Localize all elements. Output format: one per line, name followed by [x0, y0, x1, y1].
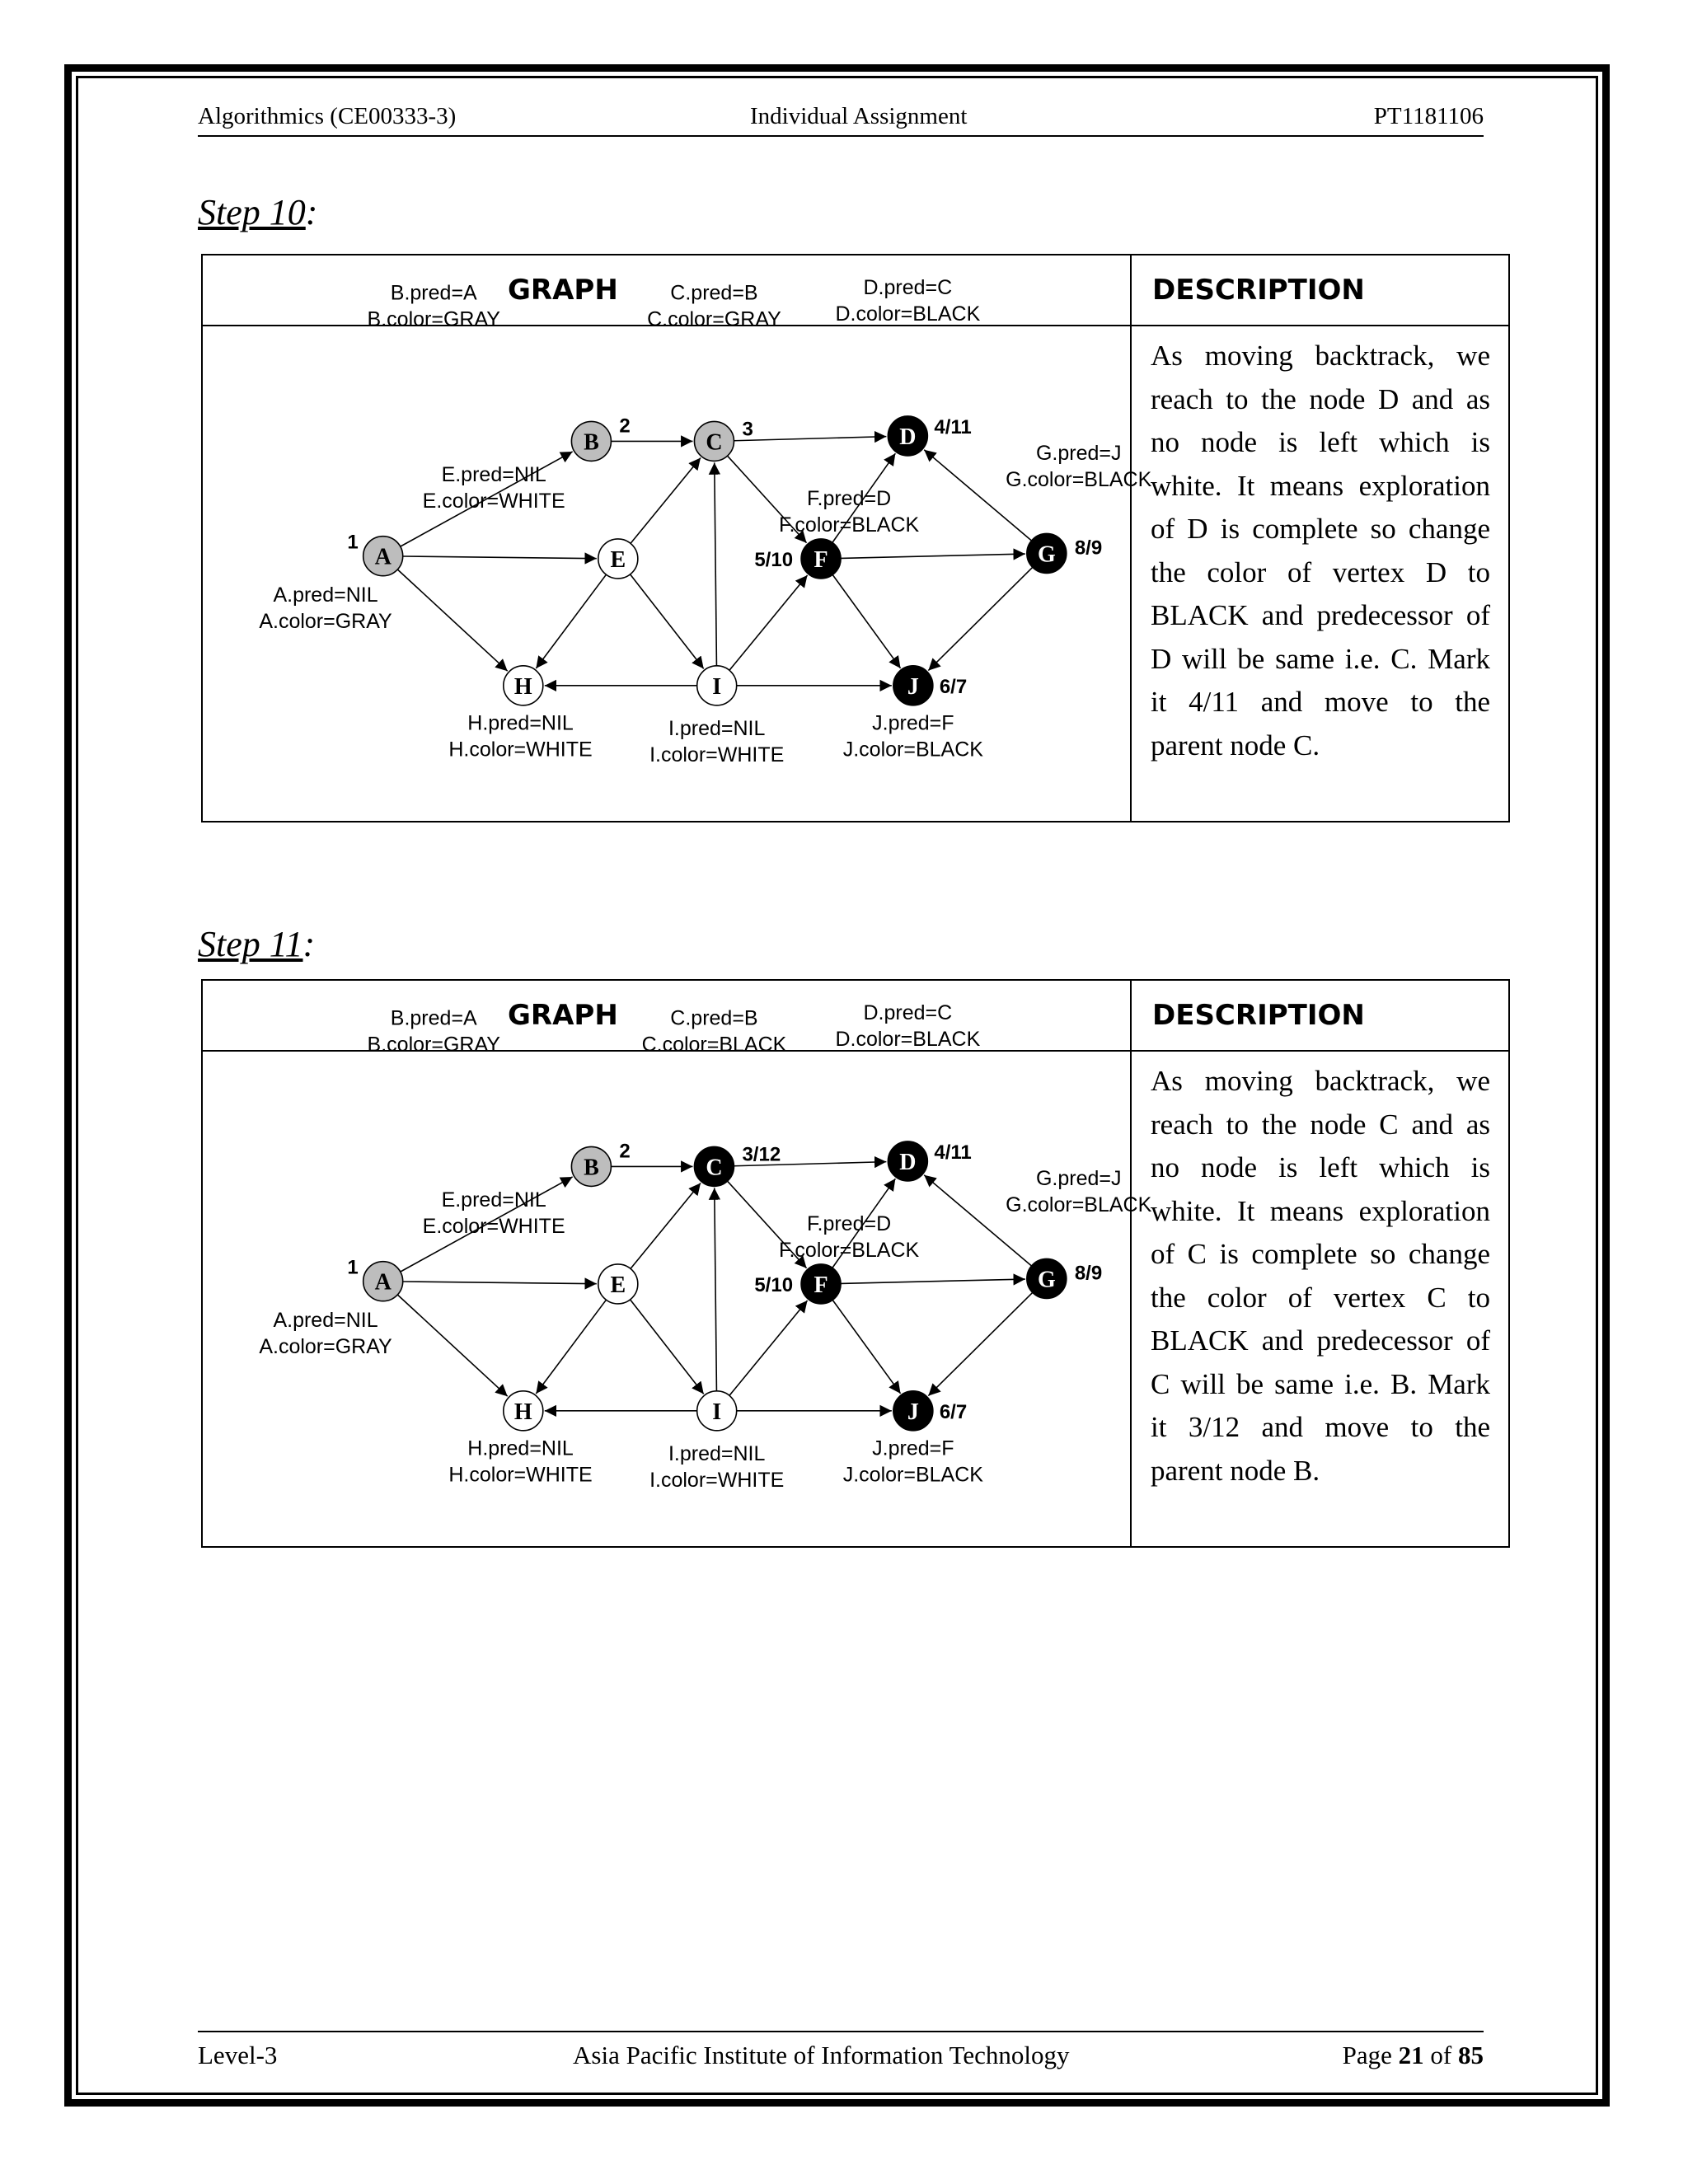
edge-A-H — [397, 1295, 507, 1396]
edge-F-J — [832, 1300, 900, 1393]
edge-E-C — [631, 458, 701, 544]
node-color-label: E.color=WHITE — [422, 490, 565, 513]
node-color-label: C.color=GRAY — [647, 307, 781, 331]
description-column-header: DESCRIPTION — [1152, 274, 1365, 307]
node-time-label: 6/7 — [939, 1400, 968, 1423]
edge-A-E — [403, 1282, 597, 1284]
node-pred-label: D.pred=C — [863, 1001, 953, 1025]
graph-node-G — [1027, 1258, 1067, 1298]
svg-text:E: E — [610, 1272, 626, 1298]
graph-node-C — [694, 1146, 734, 1186]
node-pred-label: G.pred=J — [1035, 442, 1122, 466]
node-color-label: F.color=BLACK — [778, 1239, 920, 1263]
svg-text:B: B — [584, 429, 599, 456]
step-title: Step 10: — [198, 192, 318, 232]
graph-node-J — [893, 666, 933, 705]
node-pred-label: B.pred=A — [390, 1006, 477, 1030]
graph-node-B — [571, 421, 611, 461]
svg-text:C: C — [706, 1155, 723, 1181]
graph-node-A — [363, 537, 403, 576]
edge-E-H — [536, 574, 606, 668]
footer-page-number: Page 21 of 85 — [1342, 2041, 1484, 2069]
graph-node-F — [801, 1264, 841, 1304]
edge-I-C — [715, 462, 717, 665]
node-color-label: E.color=WHITE — [422, 1215, 565, 1238]
edge-A-E — [403, 556, 597, 559]
graph-node-D — [888, 1141, 927, 1181]
node-color-label: A.color=GRAY — [259, 1334, 392, 1358]
node-color-label: B.color=GRAY — [367, 1033, 500, 1057]
node-time-label: 1 — [347, 1256, 359, 1279]
node-color-label: D.color=BLACK — [835, 302, 981, 326]
description-column-header: DESCRIPTION — [1152, 999, 1365, 1032]
node-color-label: C.color=BLACK — [641, 1033, 787, 1057]
edge-G-J — [928, 567, 1032, 670]
node-time-label: 6/7 — [939, 675, 968, 698]
header-assignment: Individual Assignment — [750, 103, 968, 129]
graph-node-H — [504, 1391, 543, 1431]
edge-E-C — [631, 1183, 701, 1269]
node-pred-label: A.pred=NIL — [273, 583, 378, 607]
graph-node-F — [801, 539, 841, 579]
node-color-label: G.color=BLACK — [1006, 1193, 1152, 1217]
svg-text:J: J — [907, 1399, 919, 1425]
node-time-label: 5/10 — [754, 1273, 794, 1296]
node-color-label: A.color=GRAY — [259, 609, 392, 633]
graph-column-header: GRAPH — [508, 999, 618, 1032]
edge-C-D — [734, 437, 886, 441]
svg-text:G: G — [1037, 541, 1056, 568]
svg-text:D: D — [899, 1149, 917, 1175]
edge-I-F — [729, 575, 808, 670]
node-pred-label: F.pred=D — [807, 1212, 892, 1236]
node-time-label: 4/11 — [934, 1141, 972, 1164]
graph-node-E — [598, 1264, 638, 1304]
node-time-label: 8/9 — [1074, 537, 1103, 560]
node-color-label: J.color=BLACK — [842, 738, 983, 762]
node-pred-label: I.pred=NIL — [668, 1441, 766, 1465]
svg-text:I: I — [712, 1399, 722, 1425]
svg-text:A: A — [374, 544, 392, 570]
node-time-label: 3/12 — [742, 1143, 781, 1166]
edge-I-C — [715, 1188, 717, 1390]
graph-node-C — [694, 421, 734, 461]
node-pred-label: H.pred=NIL — [467, 711, 574, 735]
node-pred-label: I.pred=NIL — [668, 716, 766, 740]
node-time-label: 1 — [347, 531, 359, 554]
svg-text:J: J — [907, 673, 919, 700]
node-pred-label: G.pred=J — [1035, 1167, 1122, 1191]
svg-text:H: H — [513, 673, 532, 700]
node-color-label: J.color=BLACK — [842, 1463, 983, 1487]
node-pred-label: C.pred=B — [670, 281, 758, 305]
node-pred-label: E.pred=NIL — [441, 463, 546, 486]
edge-F-G — [841, 554, 1025, 558]
graph-column-header: GRAPH — [508, 274, 618, 307]
node-pred-label: J.pred=F — [872, 711, 954, 735]
svg-text:I: I — [712, 673, 722, 700]
step-title: Step 11: — [198, 924, 316, 964]
node-time-label: 2 — [619, 1140, 631, 1163]
step-description: As moving backtrack, we reach to the node D and as no node is left which is white. It means exploration of D is complete so change the color of vertex D to BLACK and predecessor of D will be same i.e. C. Mark it 4/11 and move to the parent node C. — [1151, 340, 1490, 762]
node-time-label: 5/10 — [754, 548, 794, 571]
node-pred-label: D.pred=C — [863, 276, 953, 300]
graph-node-I — [697, 666, 737, 705]
svg-text:C: C — [706, 429, 723, 456]
header-student-id: PT1181106 — [1373, 103, 1484, 129]
svg-text:B: B — [584, 1155, 599, 1181]
node-pred-label: E.pred=NIL — [441, 1188, 546, 1212]
svg-text:H: H — [513, 1399, 532, 1425]
svg-text:F: F — [814, 546, 828, 573]
edge-G-D — [924, 1175, 1031, 1266]
footer-level: Level-3 — [198, 2041, 278, 2069]
node-color-label: I.color=WHITE — [649, 1468, 785, 1492]
edge-E-H — [536, 1300, 606, 1394]
edge-A-H — [397, 569, 507, 671]
graph-node-E — [598, 539, 638, 579]
node-color-label: H.color=WHITE — [448, 738, 593, 762]
node-color-label: I.color=WHITE — [649, 743, 785, 766]
edge-I-F — [729, 1301, 808, 1395]
graph-node-H — [504, 666, 543, 705]
node-time-label: 8/9 — [1074, 1262, 1103, 1285]
edge-G-J — [928, 1292, 1032, 1395]
node-color-label: F.color=BLACK — [778, 513, 920, 537]
edge-E-I — [631, 574, 704, 668]
node-pred-label: A.pred=NIL — [273, 1308, 378, 1332]
node-pred-label: H.pred=NIL — [467, 1436, 574, 1460]
node-color-label: G.color=BLACK — [1006, 468, 1152, 492]
step-table — [201, 979, 1510, 1548]
page-header — [198, 97, 1484, 137]
svg-text:F: F — [814, 1272, 828, 1298]
node-pred-label: J.pred=F — [872, 1436, 954, 1460]
graph-node-B — [571, 1146, 611, 1186]
page-footer — [198, 2031, 1484, 2074]
node-color-label: D.color=BLACK — [835, 1028, 981, 1052]
graph-node-D — [888, 416, 927, 456]
svg-text:G: G — [1037, 1267, 1056, 1293]
header-course: Algorithmics (CE00333-3) — [198, 103, 457, 129]
node-time-label: 4/11 — [934, 415, 972, 438]
edge-F-G — [841, 1279, 1025, 1283]
graph-node-A — [363, 1262, 403, 1301]
edge-F-J — [832, 574, 900, 668]
node-pred-label: C.pred=B — [670, 1006, 758, 1030]
svg-text:A: A — [374, 1269, 392, 1296]
graph-node-J — [893, 1391, 933, 1431]
step-description: As moving backtrack, we reach to the node C and as no node is left which is white. It means exploration of C is complete so change the color of vertex C to BLACK and predecessor of C will be same i.e. B. Mark it 3/12 and move to the parent node B. — [1151, 1065, 1490, 1487]
node-pred-label: B.pred=A — [390, 281, 477, 305]
svg-text:D: D — [899, 424, 917, 450]
edge-E-I — [631, 1300, 704, 1394]
node-time-label: 2 — [619, 415, 631, 438]
node-pred-label: F.pred=D — [807, 487, 892, 511]
svg-text:E: E — [610, 546, 626, 573]
footer-institute: Asia Pacific Institute of Information Technology — [573, 2041, 1070, 2069]
node-time-label: 3 — [742, 418, 753, 441]
node-color-label: B.color=GRAY — [367, 307, 500, 331]
edge-G-D — [924, 450, 1031, 541]
node-color-label: H.color=WHITE — [448, 1463, 593, 1487]
graph-node-G — [1027, 533, 1067, 573]
step-table — [201, 254, 1510, 823]
graph-node-I — [697, 1391, 737, 1431]
